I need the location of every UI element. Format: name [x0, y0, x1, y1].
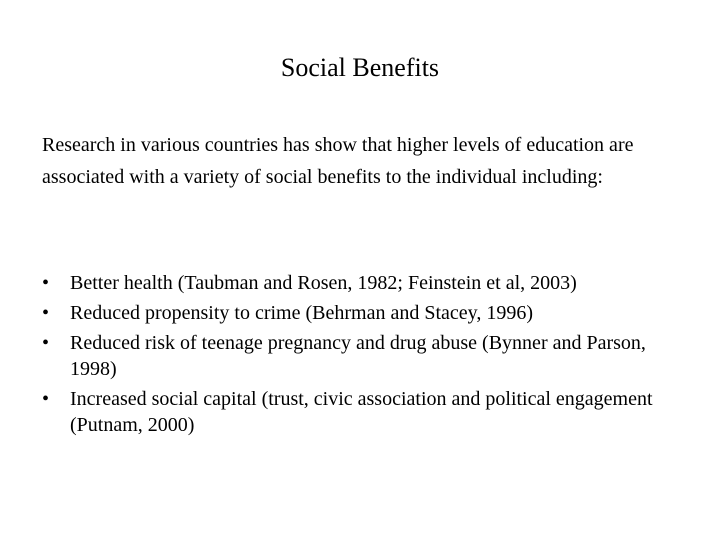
- bullet-item: [42, 300, 682, 326]
- bullet-item: [42, 270, 682, 296]
- bullet-text: Reduced risk of teenage pregnancy and drug abuse (Bynner and Parson, 1998): [70, 332, 646, 380]
- bullet-icon: •: [42, 302, 50, 324]
- bullet-text: Reduced propensity to crime (Behrman and Stacey, 1996): [70, 302, 534, 324]
- bullet-icon: •: [42, 332, 50, 354]
- bullet-list: [42, 270, 682, 442]
- slide-title: Social Benefits: [280, 53, 440, 82]
- bullet-icon: •: [42, 272, 50, 294]
- bullet-text: Increased social capital (trust, civic association and political engagement (Putnam, 2000): [70, 388, 653, 436]
- bullet-text: Better health (Taubman and Rosen, 1982; Feinstein et al, 2003): [70, 272, 577, 294]
- intro-paragraph: Research in various countries has show that higher levels of education are associated with a variety of social benefits to the individual including:: [42, 134, 634, 188]
- bullet-item: [42, 330, 682, 382]
- bullet-icon: •: [42, 388, 50, 410]
- bullet-item: [42, 386, 682, 438]
